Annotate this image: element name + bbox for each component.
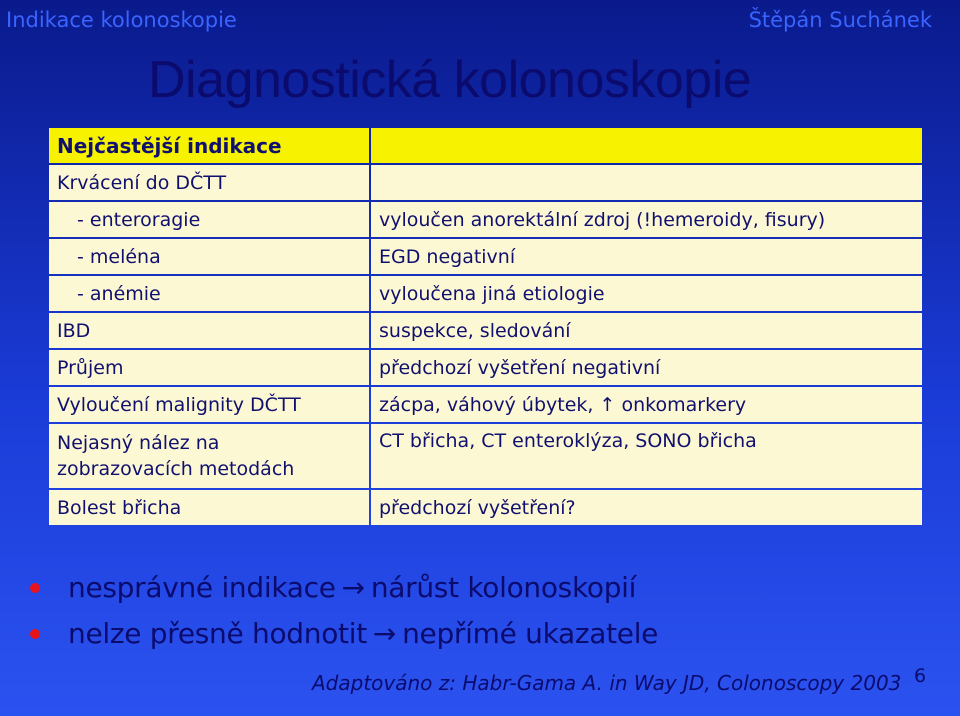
note-cell bbox=[371, 387, 922, 422]
indication-cell: IBD bbox=[49, 313, 369, 348]
header-left-title: Indikace kolonoskopie bbox=[6, 8, 237, 32]
bullet-text-right: nepřímé ukazatele bbox=[402, 617, 659, 650]
table-row bbox=[49, 239, 922, 274]
source-citation: Adaptováno z: Habr-Gama A. in Way JD, Colonoscopy 2003 bbox=[312, 671, 902, 695]
page-number: 6 bbox=[914, 665, 927, 687]
bullet-dot-icon bbox=[30, 629, 40, 639]
table-row bbox=[49, 490, 922, 525]
note-cell bbox=[371, 165, 922, 200]
indication-cell: Bolest břicha bbox=[49, 490, 369, 525]
table-header-cell bbox=[371, 128, 922, 163]
indication-cell: - anémie bbox=[49, 276, 369, 311]
table-header-row bbox=[49, 128, 922, 163]
note-cell: EGD negativní bbox=[371, 239, 922, 274]
table-row bbox=[49, 313, 922, 348]
table-header-cell: Nejčastější indikace bbox=[49, 128, 369, 163]
slide-title: Diagnostická kolonoskopie bbox=[148, 51, 752, 109]
table-row bbox=[49, 350, 922, 385]
header-author: Štěpán Suchánek bbox=[748, 8, 932, 32]
note-text: zácpa, váhový úbytek, bbox=[379, 393, 594, 416]
indication-cell: Vyloučení malignity DČTT bbox=[49, 387, 369, 422]
indications-table bbox=[47, 126, 924, 527]
indication-cell: Průjem bbox=[49, 350, 369, 385]
bullet-dot-icon bbox=[30, 583, 40, 593]
bullet-item bbox=[30, 616, 658, 662]
note-text-suffix: onkomarkery bbox=[621, 393, 747, 416]
table-row bbox=[49, 165, 922, 200]
note-cell: vyloučen anorektální zdroj (!hemeroidy, fisury) bbox=[371, 202, 922, 237]
right-arrow-icon: → bbox=[341, 571, 365, 604]
table-row bbox=[49, 387, 922, 422]
table-row bbox=[49, 202, 922, 237]
note-cell: předchozí vyšetření? bbox=[371, 490, 922, 525]
bullet-text-left: nesprávné indikace bbox=[68, 571, 336, 604]
indication-cell: Nejasný nález na zobrazovacích metodách bbox=[49, 424, 369, 488]
up-arrow-icon: ↑ bbox=[599, 393, 616, 416]
indication-cell: Krvácení do DČTT bbox=[49, 165, 369, 200]
table-row bbox=[49, 276, 922, 311]
bullet-item bbox=[30, 570, 658, 616]
right-arrow-icon: → bbox=[372, 617, 397, 650]
indication-cell: - meléna bbox=[49, 239, 369, 274]
table-row bbox=[49, 424, 922, 488]
bullet-text-left: nelze přesně hodnotit bbox=[68, 617, 367, 650]
bullet-text-right: nárůst kolonoskopií bbox=[370, 571, 637, 604]
bullet-list bbox=[30, 570, 658, 662]
indication-cell: - enteroragie bbox=[49, 202, 369, 237]
note-cell: suspekce, sledování bbox=[371, 313, 922, 348]
note-cell: vyloučena jiná etiologie bbox=[371, 276, 922, 311]
note-cell: CT břicha, CT enteroklýza, SONO břicha bbox=[371, 424, 922, 488]
note-cell: předchozí vyšetření negativní bbox=[371, 350, 922, 385]
